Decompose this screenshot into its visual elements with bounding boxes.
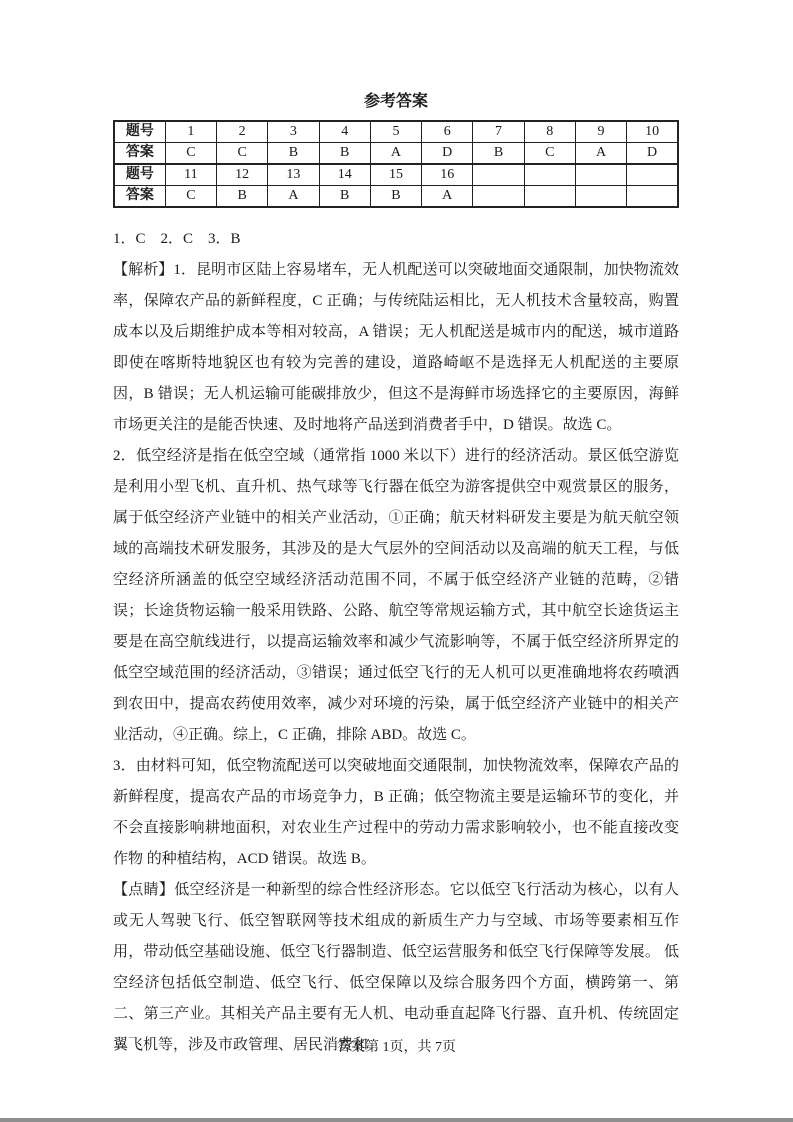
table-cell: 5 bbox=[370, 121, 421, 143]
table-cell: A bbox=[422, 186, 473, 208]
table-cell: 13 bbox=[268, 164, 319, 186]
table-cell: 3 bbox=[268, 121, 319, 143]
table-row bbox=[114, 143, 678, 165]
table-cell: B bbox=[268, 143, 319, 165]
table-cell bbox=[524, 164, 575, 186]
table-cell: A bbox=[370, 143, 421, 165]
table-cell bbox=[627, 186, 678, 208]
document-content bbox=[113, 93, 679, 1061]
table-cell: B bbox=[473, 143, 524, 165]
table-header-cell: 答案 bbox=[114, 143, 165, 165]
table-header-cell: 题号 bbox=[114, 121, 165, 143]
table-cell bbox=[473, 186, 524, 208]
table-cell: B bbox=[370, 186, 421, 208]
table-row bbox=[114, 121, 678, 143]
page-title: 参考答案 bbox=[363, 93, 428, 110]
table-cell: A bbox=[575, 143, 626, 165]
table-cell: 16 bbox=[422, 164, 473, 186]
table-cell: C bbox=[165, 143, 216, 165]
explanation-paragraph-1: 【解析】1．昆明市区陆上容易堵车，无人机配送可以突破地面交通限制，加快物流效率，保障农产品的新鲜程度，C 正确；与传统陆运相比，无人机技术含量较高，购置成本以及后期维护成本等相对较高，A 错误；无人机配送是城市内的配送，城市道路即使在喀斯特地貌区也有较为完善的建设，道路崎岖不是选择无人机配送的主要原因，B 错误；无人机运输可能碳排放少，但这不是海鲜市场选择它的主要原因，海鲜市场更关注的是能否快速、及时地将产品送到消费者手中，D 错误。故选 C。 bbox=[113, 262, 679, 433]
table-cell: B bbox=[319, 143, 370, 165]
answer-summary-line: 1．C 2．C 3．B bbox=[113, 231, 241, 247]
explanation-paragraph-3: 3．由材料可知，低空物流配送可以突破地面交通限制，加快物流效率，保障农产品的新鲜程度，提高农产品的市场竞争力，B 正确；低空物流主要是运输环节的变化，并不会直接影响耕地面积，对农业生产过程中的劳动力需求影响较小，也不能直接改变作物 的种植结构，ACD 错误。故选 B。 bbox=[113, 758, 679, 867]
table-cell: 10 bbox=[627, 121, 678, 143]
table-cell: 2 bbox=[217, 121, 268, 143]
key-point-paragraph: 【点睛】低空经济是一种新型的综合性经济形态。它以低空飞行活动为核心，以有人或无人驾驶飞行、低空智联网等技术组成的新质生产力与空域、市场等要素相互作用，带动低空基础设施、低空飞行器制造、低空运营服务和低空飞行保障等发展。 低空经济包括低空制造、低空飞行、低空保障以及综合服务四个方面，横跨第一、第二、第三产业。其相关产品主要有无人机、电动垂直起降飞行器、直升机、传统固定翼飞机等，涉及市政管理、居民消费和 bbox=[113, 882, 679, 1053]
answer-key-table bbox=[113, 120, 679, 208]
table-cell bbox=[524, 186, 575, 208]
table-cell bbox=[627, 164, 678, 186]
table-cell bbox=[575, 186, 626, 208]
bottom-edge-strip bbox=[0, 1118, 793, 1122]
page-footer: 答案第 1页，共 7页 bbox=[337, 1040, 456, 1055]
table-cell: D bbox=[422, 143, 473, 165]
table-cell: C bbox=[165, 186, 216, 208]
table-cell: 4 bbox=[319, 121, 370, 143]
table-cell: D bbox=[627, 143, 678, 165]
table-cell: B bbox=[217, 186, 268, 208]
table-row bbox=[114, 186, 678, 208]
table-cell: 12 bbox=[217, 164, 268, 186]
table-cell: 14 bbox=[319, 164, 370, 186]
table-row bbox=[114, 164, 678, 186]
table-cell: C bbox=[217, 143, 268, 165]
table-header-cell: 题号 bbox=[114, 164, 165, 186]
table-cell: B bbox=[319, 186, 370, 208]
explanation-paragraph-2: 2．低空经济是指在低空空域（通常指 1000 米以下）进行的经济活动。景区低空游览是利用小型飞机、直升机、热气球等飞行器在低空为游客提供空中观赏景区的服务，属于低空经济产业链中的相关产业活动，①正确；航天材料研发主要是为航天航空领域的高端技术研发服务，其涉及的是大气层外的空间活动以及高端的航天工程，与低空经济所涵盖的低空空域经济活动范围不同，不属于低空经济产业链的范畴，②错误；长途货物运输一般采用铁路、公路、航空等常规运输方式，其中航空长途货运主要是在高空航线进行，以提高运输效率和减少气流影响等，不属于低空经济所界定的低空空域范围的经济活动，③错误；通过低空飞行的无人机可以更准确地将农药喷洒到农田中，提高农药使用效率，减少对环境的污染，属于低空经济产业链中的相关产业活动，④正确。综上，C 正确，排除 ABD。故选 C。 bbox=[113, 448, 679, 743]
table-cell: C bbox=[524, 143, 575, 165]
table-cell: A bbox=[268, 186, 319, 208]
table-cell: 6 bbox=[422, 121, 473, 143]
table-cell: 7 bbox=[473, 121, 524, 143]
table-cell: 1 bbox=[165, 121, 216, 143]
table-header-cell: 答案 bbox=[114, 186, 165, 208]
table-cell: 15 bbox=[370, 164, 421, 186]
table-cell bbox=[575, 164, 626, 186]
table-cell bbox=[473, 164, 524, 186]
table-cell: 9 bbox=[575, 121, 626, 143]
table-cell: 8 bbox=[524, 121, 575, 143]
table-cell: 11 bbox=[165, 164, 216, 186]
